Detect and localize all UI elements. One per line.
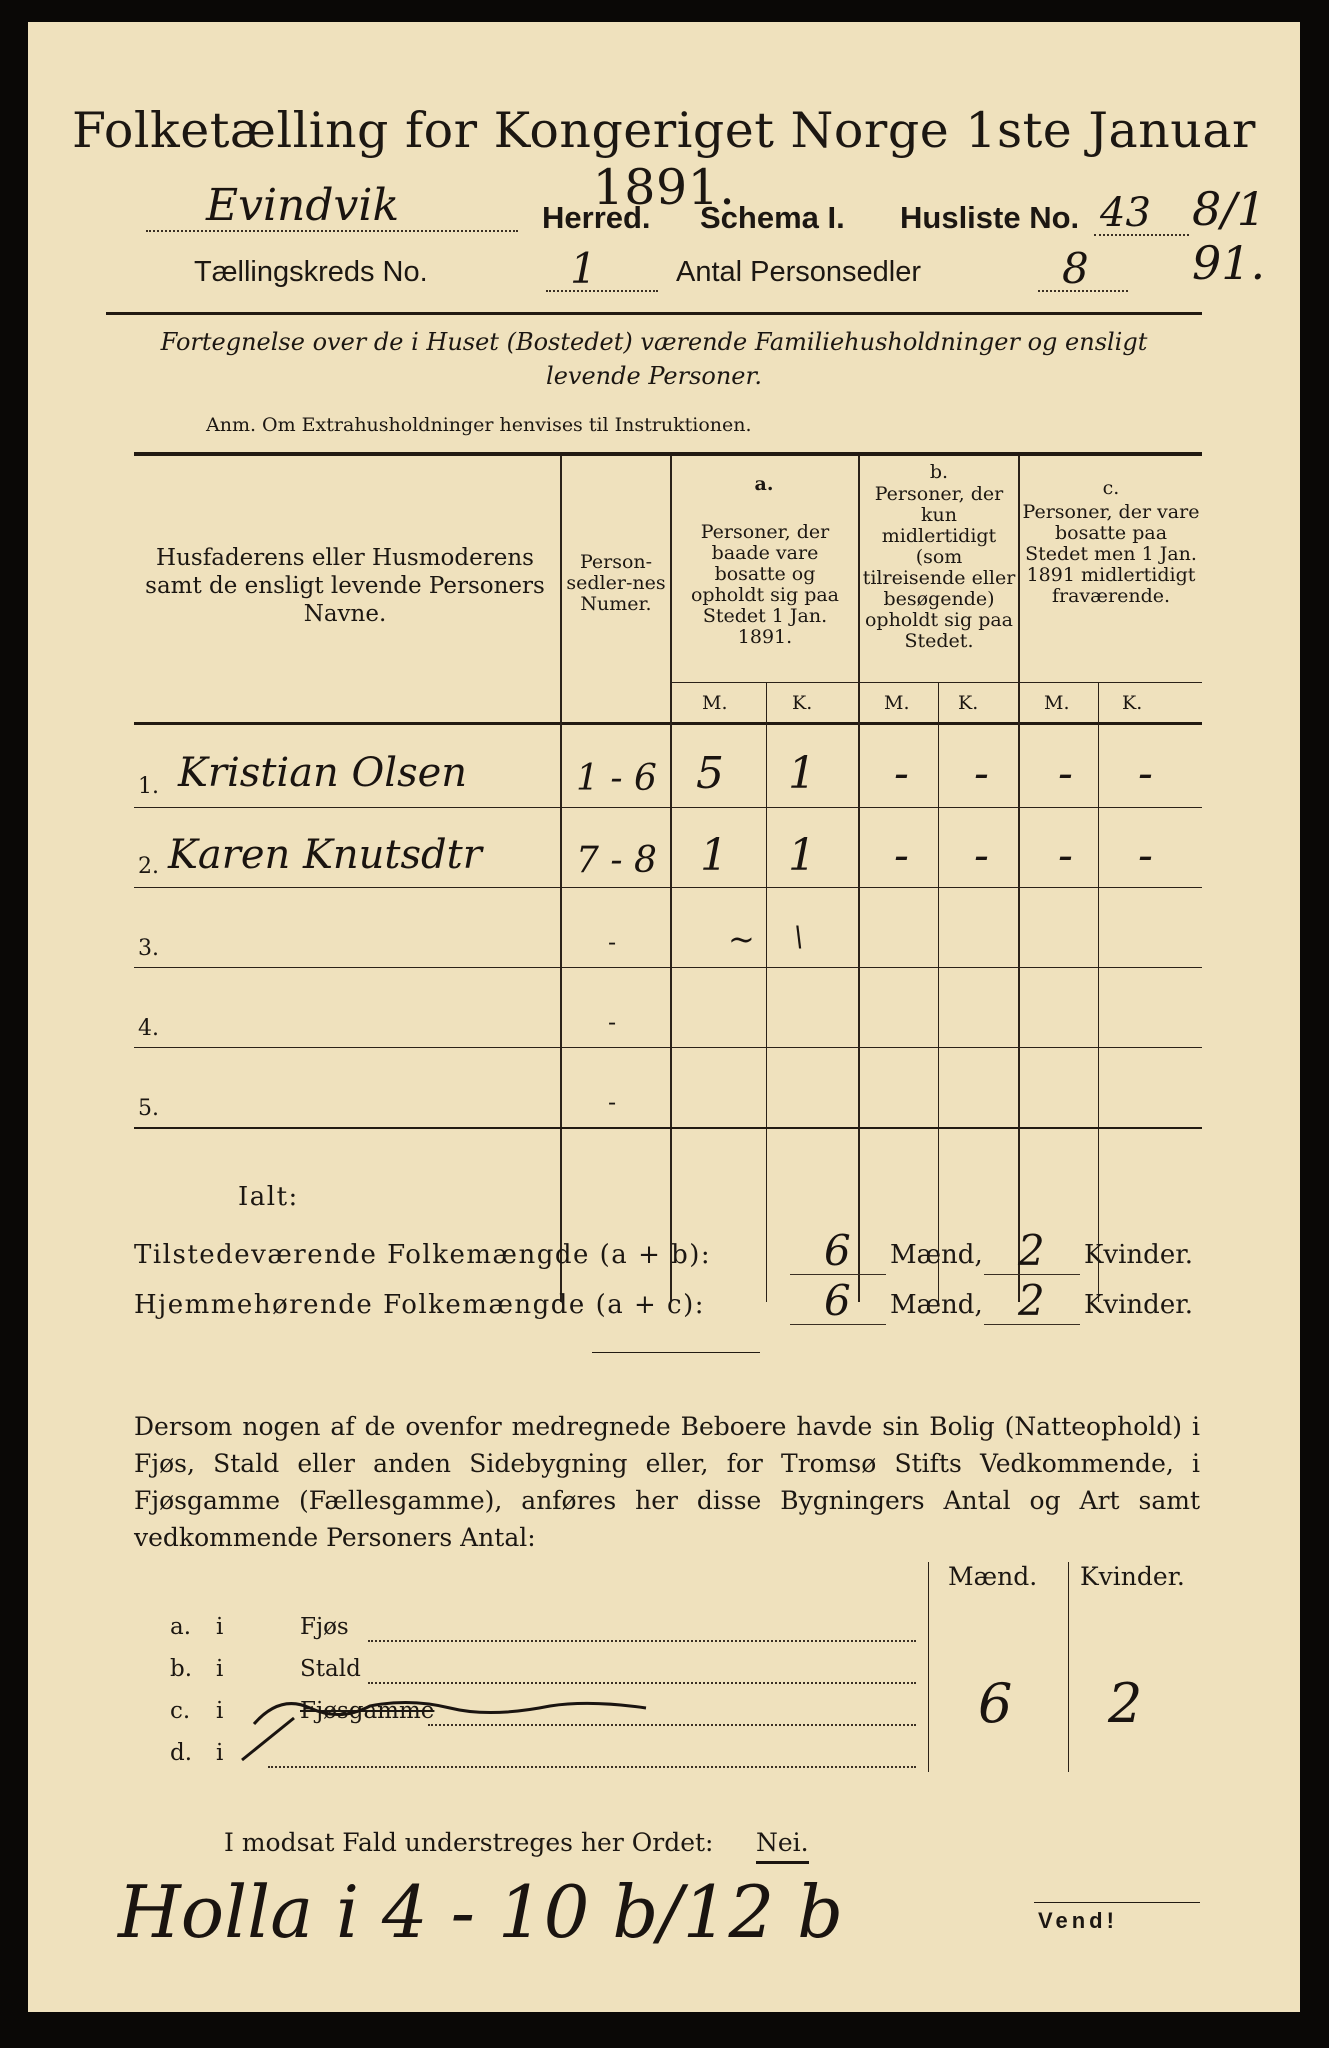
row-number: 2. — [138, 854, 159, 879]
row-name: Karen Knutsdtr — [168, 832, 482, 878]
row-numer: 7 - 8 — [576, 840, 657, 881]
buildings-kvinder-value: 2 — [1108, 1672, 1143, 1735]
building-label-struck: Fjøsgamme — [300, 1698, 435, 1724]
row-a-k: 1 — [788, 748, 816, 799]
total-present-m-field — [790, 1226, 886, 1275]
anm-note: Anm. Om Extrahusholdninger henvises til Instruktionen. — [206, 414, 752, 436]
antal-value: 8 — [1062, 244, 1089, 293]
husliste-date-note: 8/1 91. — [1192, 182, 1267, 290]
row-rule — [134, 887, 1202, 888]
nei-word: Nei. — [756, 1828, 809, 1864]
total-resident-k: 2 — [1018, 1276, 1045, 1325]
total-resident-k-field — [984, 1276, 1080, 1325]
row-a-m: ~ — [728, 920, 755, 958]
table-header-rule — [134, 722, 1202, 725]
herred-value: Evindvik — [206, 180, 400, 231]
col-head-a: Personer, der baade vare bosatte og opholdt sig paa Stedet 1 Jan. 1891. — [690, 521, 840, 648]
col-divider — [928, 1562, 929, 1772]
row-numer: - — [608, 1088, 617, 1116]
row-b-m: - — [894, 748, 909, 799]
row-numer: - — [608, 1008, 617, 1036]
total-present-label: Tilstedeværende Folkemængde (a + b): — [134, 1240, 712, 1270]
intro-line-1: Fortegnelse over de i Huset (Bostedet) værende Familiehusholdninger og ensligt — [160, 328, 1148, 356]
col-head-c: Personer, der vare bosatte paa Stedet men 1 Jan. 1891 midlertidigt fraværende. — [1022, 501, 1200, 607]
building-letter: b. — [170, 1656, 193, 1682]
row-b-m: - — [894, 830, 909, 881]
herred-label: Herred. — [542, 200, 651, 235]
hand-slash-mark — [238, 1714, 298, 1764]
census-form — [28, 22, 1300, 2012]
total-resident-m-field — [790, 1276, 886, 1325]
col-head-names: Husfaderens eller Husmoderens samt de ensligt levende Personers Navne. — [145, 545, 545, 627]
ialt-label: Ialt: — [238, 1182, 299, 1212]
row-c-k: - — [1138, 830, 1153, 881]
col-b-m: M. — [884, 692, 910, 714]
kvinder-label: Kvinder. — [1084, 1290, 1194, 1320]
building-label: Stald — [300, 1656, 361, 1682]
row-numer: 1 - 6 — [576, 758, 657, 799]
row-name: Kristian Olsen — [178, 750, 468, 796]
building-i: i — [216, 1614, 224, 1640]
col-head-b: Personer, der kun midlertidigt (som tilreisende eller besøgende) opholdt sig paa Stedet. — [862, 483, 1016, 652]
vend-label: Vend! — [1038, 1908, 1118, 1933]
col-a-k: K. — [792, 692, 813, 714]
building-i: i — [216, 1698, 224, 1724]
col-divider — [670, 456, 672, 1302]
maend-label: Mænd, — [890, 1290, 983, 1320]
building-letter: d. — [170, 1740, 193, 1766]
col-divider — [938, 682, 939, 1302]
row-c-k: - — [1138, 748, 1153, 799]
col-c-k: K. — [1122, 692, 1143, 714]
row-number: 3. — [138, 936, 159, 961]
row-c-m: - — [1058, 830, 1073, 881]
col-divider — [858, 456, 860, 1302]
buildings-kvinder-head: Kvinder. — [1080, 1562, 1185, 1591]
building-dotline — [268, 1752, 916, 1768]
strikethrough-scribble — [250, 1684, 650, 1730]
table-top-rule — [134, 452, 1202, 456]
header-rule — [106, 312, 1202, 315]
kvinder-label: Kvinder. — [1084, 1240, 1194, 1270]
section-divider — [592, 1352, 760, 1353]
building-dotline — [368, 1626, 916, 1642]
herred-field — [146, 180, 518, 232]
building-label: Fjøs — [300, 1614, 349, 1640]
building-dotline — [368, 1668, 916, 1684]
col-c-letter: c. — [1102, 477, 1120, 499]
col-divider — [766, 682, 767, 1302]
total-resident-label: Hjemmehørende Folkemængde (a + c): — [134, 1290, 705, 1320]
row-rule — [134, 1047, 1202, 1048]
col-a-letter: a. — [754, 473, 774, 495]
kreds-field — [546, 244, 658, 293]
vend-rule — [1034, 1902, 1200, 1903]
building-letter: a. — [170, 1614, 192, 1640]
total-resident-m: 6 — [824, 1276, 851, 1325]
row-a-k: \ — [794, 920, 804, 953]
building-i: i — [216, 1740, 224, 1766]
total-present-k-field — [984, 1226, 1080, 1275]
husliste-field — [1094, 190, 1189, 236]
row-b-k: - — [974, 830, 989, 881]
buildings-paragraph: Dersom nogen af de ovenfor medregnede Beboere havde sin Bolig (Natteophold) i Fjøs, Stald eller anden Sidebygning eller, for Tromsø Stifts Vedkommende, i Fjøsgamme (Fællesgamme), anføres her disse Bygningers Antal og Art samt vedkommende Personers Antal: — [134, 1412, 1200, 1552]
col-head-numer: Person-sedler-nes Numer. — [566, 551, 666, 615]
row-a-m: 1 — [700, 830, 728, 881]
total-present-k: 2 — [1018, 1226, 1045, 1275]
row-a-k: 1 — [788, 830, 816, 881]
row-numer: - — [608, 928, 617, 956]
building-i: i — [216, 1656, 224, 1682]
col-c-m: M. — [1044, 692, 1070, 714]
antal-label: Antal Personsedler — [676, 256, 922, 288]
col-divider — [1068, 1562, 1069, 1772]
husliste-label: Husliste No. — [900, 200, 1080, 235]
handwritten-signature: Holla i 4 - 10 b/12 b — [118, 1870, 844, 1954]
modsat-text: I modsat Fald understreges her Ordet: — [224, 1828, 714, 1857]
row-number: 1. — [138, 774, 159, 799]
antal-field — [1038, 244, 1128, 293]
row-b-k: - — [974, 748, 989, 799]
form-title: Folketælling for Kongeriget Norge 1ste Januar 1891. — [72, 102, 1256, 216]
kreds-value: 1 — [570, 244, 597, 293]
mk-rule — [670, 682, 1202, 683]
row-number: 5. — [138, 1096, 159, 1121]
col-a-m: M. — [702, 692, 728, 714]
col-divider — [1098, 682, 1099, 1302]
buildings-maend-value: 6 — [978, 1672, 1013, 1735]
row-c-m: - — [1058, 748, 1073, 799]
row-rule — [134, 807, 1202, 808]
total-present-m: 6 — [824, 1226, 851, 1275]
row-number: 4. — [138, 1016, 159, 1041]
kreds-label: Tællingskreds No. — [194, 256, 428, 288]
maend-label: Mænd, — [890, 1240, 983, 1270]
intro-line-2: levende Personer. — [546, 362, 762, 390]
buildings-maend-head: Mænd. — [948, 1562, 1038, 1591]
row-rule — [134, 967, 1202, 968]
husliste-value: 43 — [1100, 190, 1151, 236]
row-a-m: 5 — [696, 748, 724, 799]
col-divider — [560, 456, 562, 1302]
col-divider — [1018, 456, 1020, 1302]
col-b-letter: b. — [929, 461, 949, 483]
table-bottom-rule — [134, 1127, 1202, 1129]
col-b-k: K. — [958, 692, 979, 714]
schema-label: Schema I. — [700, 200, 845, 235]
building-letter: c. — [170, 1698, 191, 1724]
